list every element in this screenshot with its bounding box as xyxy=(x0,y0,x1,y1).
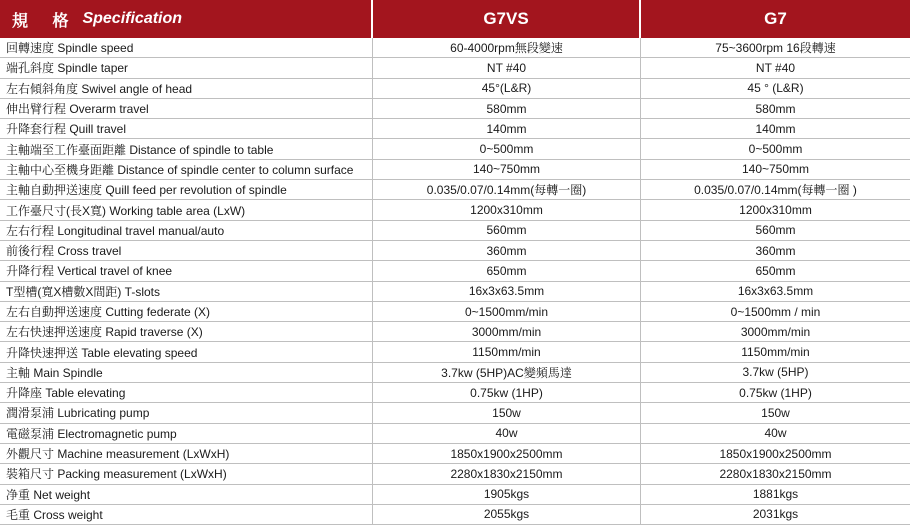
table-row xyxy=(0,424,910,444)
row-value-g7: 0.75kw (1HP) xyxy=(739,385,812,400)
row-value-g7: 0~1500mm / min xyxy=(730,304,821,319)
row-value-g7: 1200x310mm xyxy=(739,203,812,218)
row-value-g7: 140mm xyxy=(755,121,796,136)
row-label: 潤滑泵浦 Lubricating pump xyxy=(0,403,373,422)
row-value-g7: 650mm xyxy=(755,263,796,278)
row-label: 端孔斜度 Spindle taper xyxy=(0,58,373,77)
row-value-g7vs: 0~500mm xyxy=(373,139,641,158)
table-row xyxy=(0,403,910,423)
row-value-g7vs: 2055kgs xyxy=(373,505,641,524)
table-row xyxy=(0,241,910,261)
table-body xyxy=(0,38,910,525)
row-label: T型槽(寬X槽數X間距) T-slots xyxy=(0,282,373,301)
row-value-g7vs: 1200x310mm xyxy=(373,200,641,219)
row-value-g7vs: 360mm xyxy=(373,241,641,260)
row-value-g7: 2280x1830x2150mm xyxy=(719,466,832,481)
row-label: 升降快速押送 Table elevating speed xyxy=(0,342,373,361)
table-row xyxy=(0,505,910,525)
table-row xyxy=(0,139,910,159)
row-value-g7vs: 150w xyxy=(373,403,641,422)
row-label: 主軸 Main Spindle xyxy=(0,363,373,382)
table-row xyxy=(0,119,910,139)
row-value-g7: 0~500mm xyxy=(748,142,803,157)
row-label: 左右傾斜角度 Swivel angle of head xyxy=(0,79,373,98)
row-label: 主軸中心至機身距離 Distance of spindle center to column surface xyxy=(0,160,373,179)
table-row xyxy=(0,444,910,464)
row-value-g7vs: 0.035/0.07/0.14mm(每轉一圈) xyxy=(373,180,641,199)
row-label: 伸出臂行程 Overarm travel xyxy=(0,99,373,118)
header-label-zh: 規 格 xyxy=(12,12,79,30)
table-row xyxy=(0,302,910,322)
row-value-g7vs: 560mm xyxy=(373,221,641,240)
header-model-g7: G7 xyxy=(764,9,787,28)
row-value-g7: 1150mm/min xyxy=(741,345,810,360)
table-row xyxy=(0,322,910,342)
row-value-g7: 150w xyxy=(761,405,790,420)
row-value-g7: 360mm xyxy=(755,243,796,258)
row-label: 毛重 Cross weight xyxy=(0,505,373,524)
row-label: 左右行程 Longitudinal travel manual/auto xyxy=(0,221,373,240)
row-value-g7vs: 1905kgs xyxy=(373,485,641,504)
table-row xyxy=(0,99,910,119)
table-row xyxy=(0,221,910,241)
row-label: 回轉速度 Spindle speed xyxy=(0,38,373,57)
table-row xyxy=(0,261,910,281)
row-label: 主軸端至工作臺面距離 Distance of spindle to table xyxy=(0,139,373,158)
table-row xyxy=(0,180,910,200)
table-row xyxy=(0,464,910,484)
table-row xyxy=(0,383,910,403)
table-row xyxy=(0,160,910,180)
table-row xyxy=(0,363,910,383)
row-value-g7vs: 16x3x63.5mm xyxy=(373,282,641,301)
row-value-g7vs: 650mm xyxy=(373,261,641,280)
row-label: 電磁泵浦 Electromagnetic pump xyxy=(0,424,373,443)
row-label: 工作臺尺寸(長X寬) Working table area (LxW) xyxy=(0,200,373,219)
row-label: 主軸自動押送速度 Quill feed per revolution of spindle xyxy=(0,180,373,199)
row-value-g7vs: 0.75kw (1HP) xyxy=(373,383,641,402)
table-row xyxy=(0,200,910,220)
row-label: 左右快速押送速度 Rapid traverse (X) xyxy=(0,322,373,341)
row-value-g7: 580mm xyxy=(755,101,796,116)
row-value-g7: 3000mm/min xyxy=(740,324,811,339)
table-row xyxy=(0,58,910,78)
row-value-g7vs: 1850x1900x2500mm xyxy=(373,444,641,463)
row-label: 升降套行程 Quill travel xyxy=(0,119,373,138)
row-label: 裝箱尺寸 Packing measurement (LxWxH) xyxy=(0,464,373,483)
row-label: 外觀尺寸 Machine measurement (LxWxH) xyxy=(0,444,373,463)
row-value-g7vs: 3000mm/min xyxy=(373,322,641,341)
row-label: 净重 Net weight xyxy=(0,485,373,504)
row-value-g7: 3.7kw (5HP) xyxy=(742,365,809,380)
row-value-g7: 1850x1900x2500mm xyxy=(719,446,832,461)
row-value-g7vs: 1150mm/min xyxy=(373,342,641,361)
row-value-g7vs: 140mm xyxy=(373,119,641,138)
row-label: 升降行程 Vertical travel of knee xyxy=(0,261,373,280)
row-value-g7: 16x3x63.5mm xyxy=(737,284,814,299)
row-value-g7vs: 3.7kw (5HP)AC變頻馬達 xyxy=(373,363,641,382)
row-value-g7vs: 45°(L&R) xyxy=(373,79,641,98)
row-value-g7: 40w xyxy=(764,426,787,441)
row-value-g7: 0.035/0.07/0.14mm(每轉一圈 ) xyxy=(694,183,857,198)
row-value-g7: 2031kgs xyxy=(752,507,799,522)
table-row xyxy=(0,485,910,505)
row-label: 升降座 Table elevating xyxy=(0,383,373,402)
table-row xyxy=(0,38,910,58)
table-row xyxy=(0,79,910,99)
row-value-g7vs: 0~1500mm/min xyxy=(373,302,641,321)
row-value-g7: 75~3600rpm 16段轉速 xyxy=(715,41,836,56)
row-value-g7vs: 40w xyxy=(373,424,641,443)
header-model-g7vs: G7VS xyxy=(373,0,641,38)
row-value-g7: 45 ° (L&R) xyxy=(747,81,804,96)
header-label-en: Specification xyxy=(82,10,183,27)
row-value-g7vs: 60-4000rpm無段變速 xyxy=(373,38,641,57)
row-value-g7: 560mm xyxy=(755,223,796,238)
row-value-g7vs: 580mm xyxy=(373,99,641,118)
row-value-g7vs: 140~750mm xyxy=(373,160,641,179)
row-label: 前後行程 Cross travel xyxy=(0,241,373,260)
row-value-g7: 140~750mm xyxy=(741,162,810,177)
row-value-g7: 1881kgs xyxy=(752,487,799,502)
row-value-g7: NT #40 xyxy=(755,60,796,75)
row-value-g7vs: NT #40 xyxy=(373,58,641,77)
table-row xyxy=(0,342,910,362)
header-specification xyxy=(0,0,373,38)
table-header xyxy=(0,0,910,38)
table-row xyxy=(0,282,910,302)
row-label: 左右自動押送速度 Cutting federate (X) xyxy=(0,302,373,321)
row-value-g7vs: 2280x1830x2150mm xyxy=(373,464,641,483)
